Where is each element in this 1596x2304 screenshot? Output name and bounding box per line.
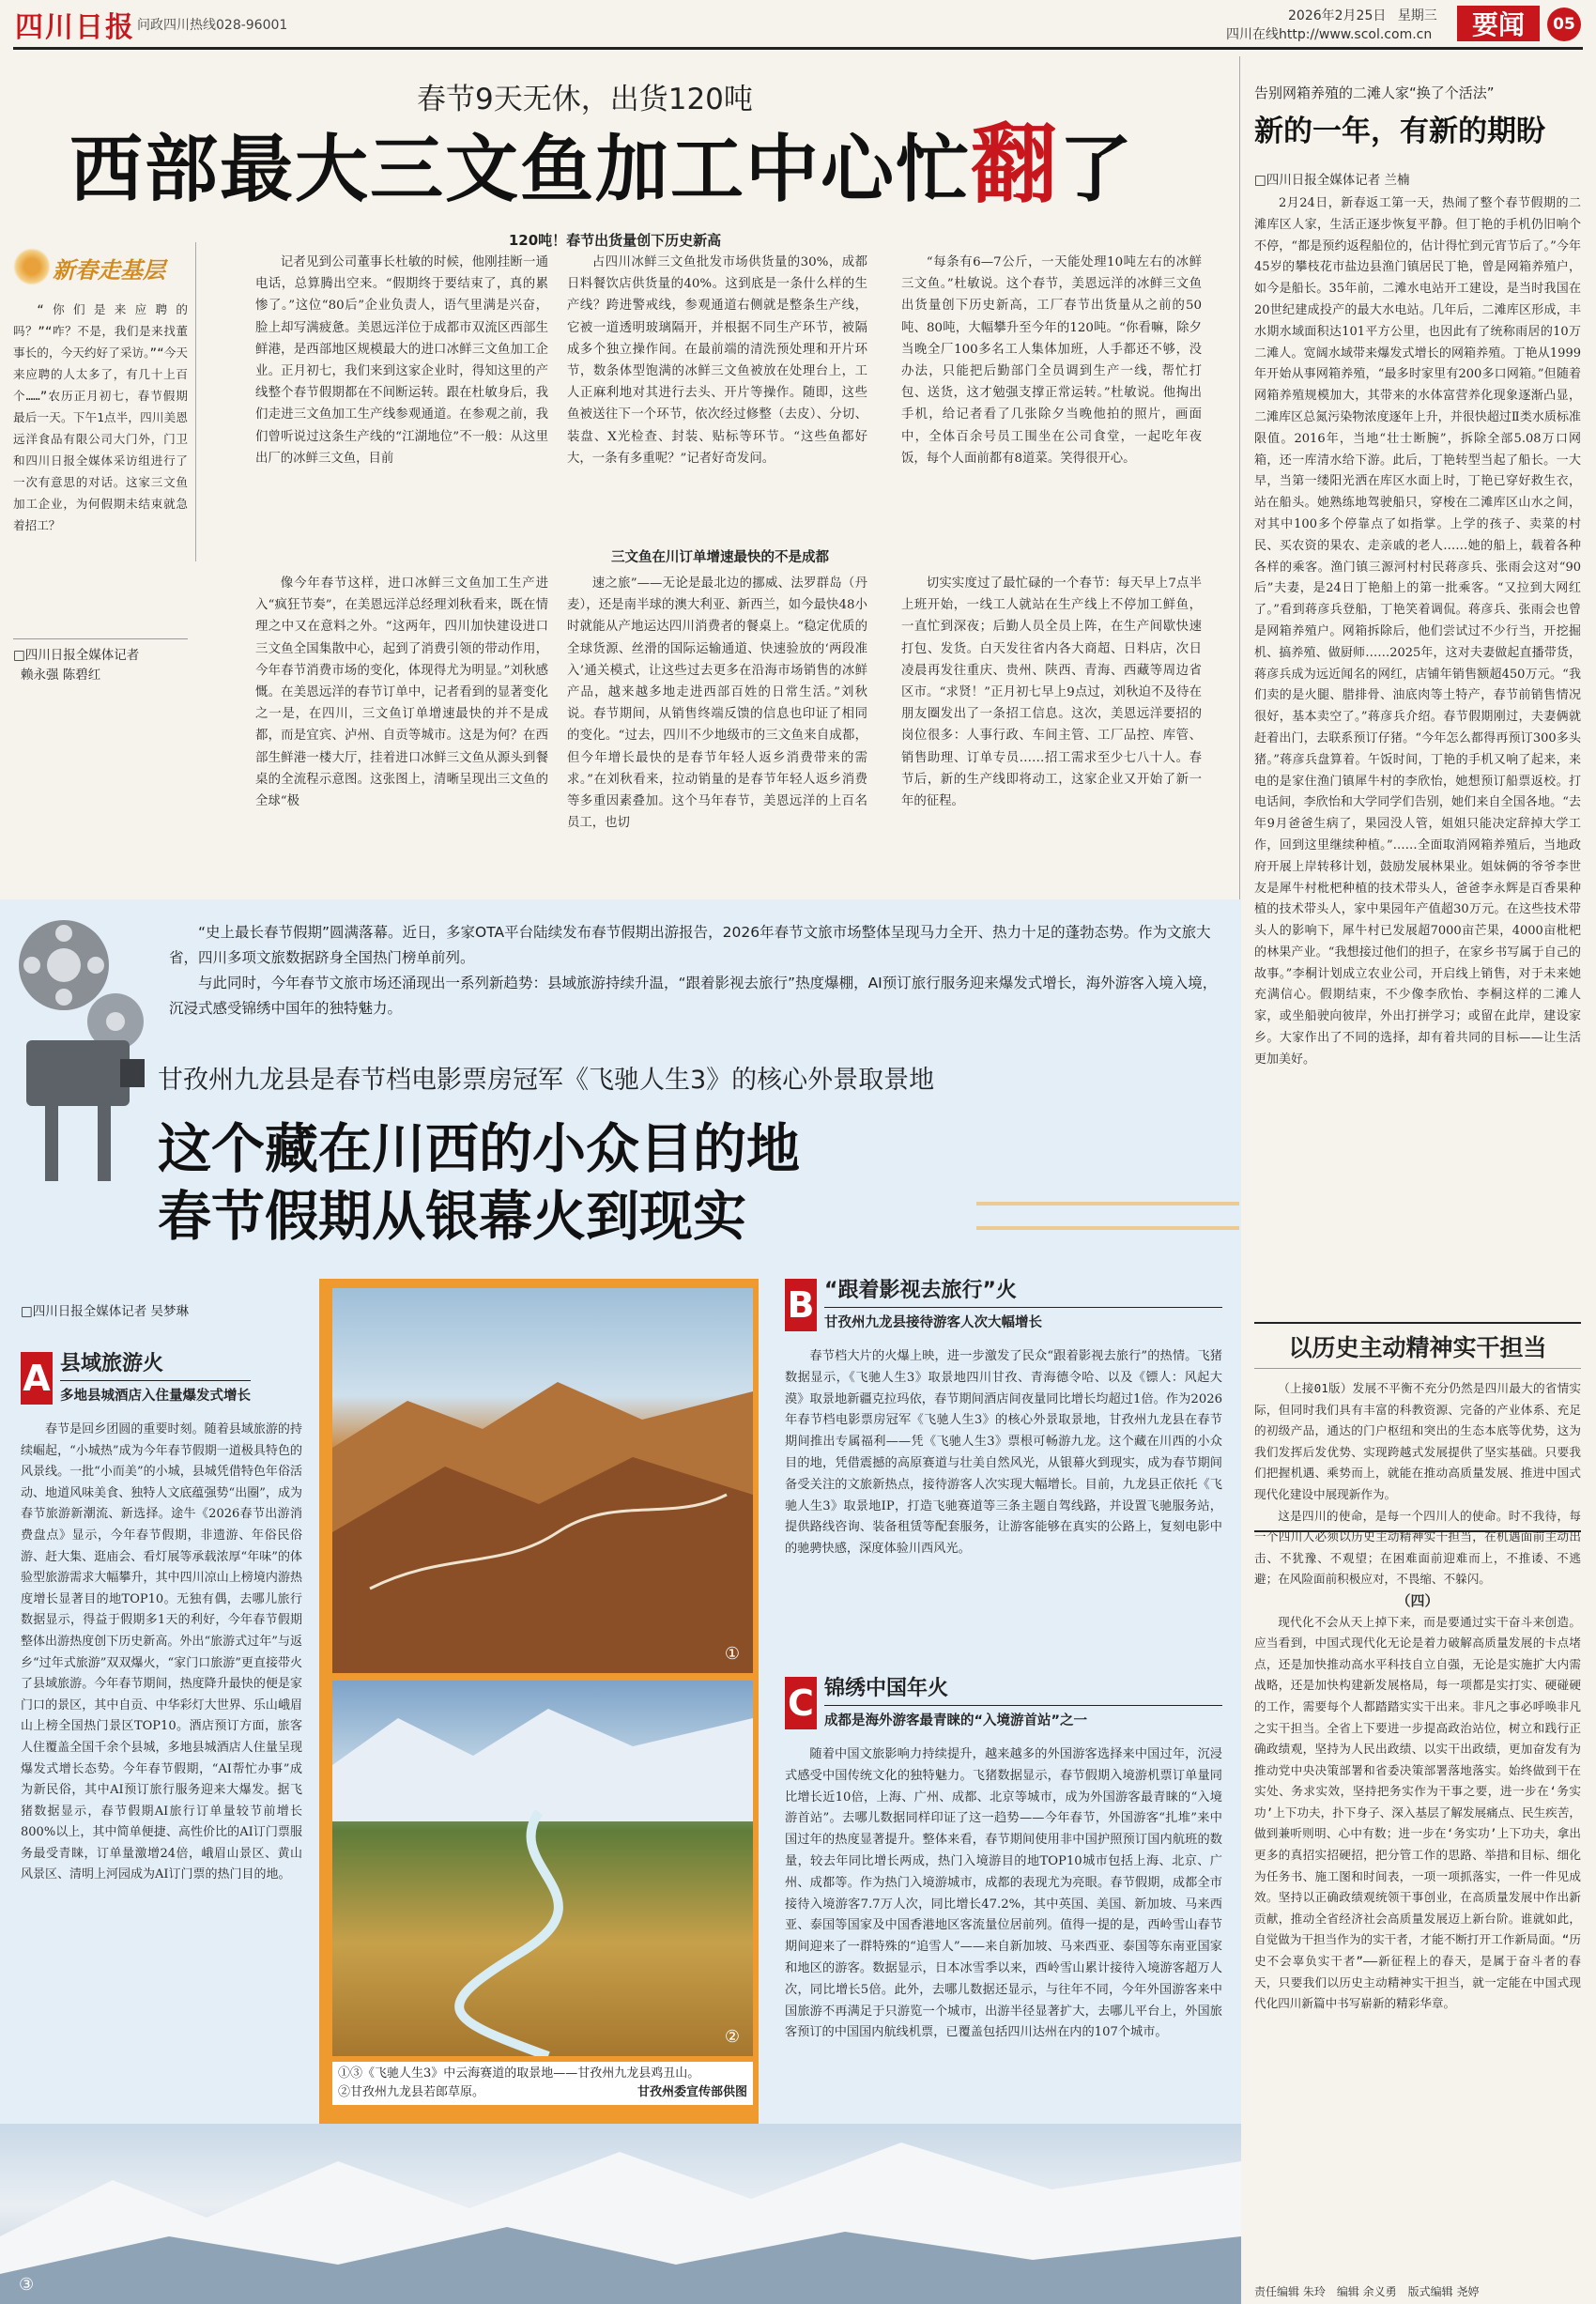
story2-kicker: 甘孜州九龙县是春节档电影票房冠军《飞驰人生3》的核心外景取景地 bbox=[158, 1066, 935, 1095]
story1-lead bbox=[13, 299, 188, 637]
column-logo-new-year bbox=[13, 246, 182, 287]
lead-divider bbox=[13, 638, 188, 639]
story1-col-2 bbox=[567, 252, 867, 556]
story1-byline bbox=[13, 646, 192, 685]
sunburst-icon bbox=[13, 248, 51, 285]
weekday-text: 星期三 bbox=[1397, 8, 1437, 23]
section-a-letter: A bbox=[21, 1352, 53, 1405]
headline-part-a: 西部最大三文鱼加工中心忙 bbox=[69, 128, 972, 212]
story1-col-2b bbox=[567, 573, 867, 894]
section-c-letter: C bbox=[785, 1677, 817, 1729]
photo1-number: ① bbox=[724, 1644, 740, 1664]
story1-subhead-2: 三文鱼在川订单增速最快的不是成都 bbox=[611, 550, 829, 565]
story2-intro bbox=[169, 920, 1220, 1021]
story1-col-3b bbox=[901, 573, 1202, 894]
caption-a: ①③《飞驰人生3》中云海赛道的取景地——甘孜州九龙县鸡丑山。 bbox=[338, 2066, 700, 2081]
masthead bbox=[0, 0, 1596, 47]
masthead-logo: 四川日报 bbox=[15, 11, 135, 44]
section-b-text: 春节档大片的火爆上映，进一步激发了民众“跟着影视去旅行”的热情。飞猪数据显示，《飞驰人生3》取景地四川甘孜、青海德令哈、以及《镖人：风起大漠》取景地新疆克拉玛依，春节期间酒店间夜量同比增长均超过1倍。作为2026年春节档电影票房冠军《飞驰人生3》的核心外景取景地，甘孜州九龙县在春节期间推出专属福利——凭《飞驰人生3》票根可畅游九龙。这个藏在川西的小众目的地，凭借震撼的高原赛道与壮美自然风光，从银幕火到现实，成为春节期间备受关注的文旅新热点，接待游客人次实现大幅增长。目前，九龙县正依托《飞驰人生3》取景地IP，打造飞驰赛道等三条主题自驾线路，并设置飞驰服务站，提供路线咨询、装备租赁等配套服务，让游客能够在真实的公路上，复刻电影中的驰骋快感，深度体验川西风光。 bbox=[785, 1349, 1222, 1557]
story2-headline-2: 春节假期从银幕火到现实 bbox=[158, 1186, 746, 1248]
sidebar2-subhead: （四） bbox=[1396, 1591, 1439, 1609]
intro-paragraph-a: “史上最长春节假期”圆满落幕。近日，多家OTA平台陆续发布春节假期出游报告，2026年春节文旅市场整体呈现马力全开、热力十足的蓬勃态势。作为文旅大省，四川多项文旅数据跻身全国热门榜单前列。 bbox=[169, 924, 1211, 966]
page-number-badge: 05 bbox=[1547, 8, 1581, 41]
photo-mountain-ridge bbox=[332, 1288, 753, 1673]
photo-grassland-river bbox=[332, 1681, 753, 2056]
col3-text: “每条有6—7公斤，一天能处理10吨左右的冰鲜三文鱼。”杜敏说。这个春节，美恩远洋的冰鲜三文鱼出货量创下历史新高，工厂春节出货量从之前的50吨、80吨，大幅攀升至今年的120吨。“你看嘛，除夕当晚全厂100多名工人集体加班，人手都还不够，没办法，只能把后勤部门全员调到生产一线，帮忙打包、送货，这才勉强支撑正常运转。”杜敏说。他掏出手机，给记者看了几张除夕当晚他拍的照片，画面中，全体百余号员工围坐在公司食堂，一起吃年夜饭，每个人面前都有8道菜。笑得很开心。 bbox=[901, 255, 1202, 466]
sidebar2-text-c: 现代化不会从天上掉下来，而是要通过实干奋斗来创造。应当看到，中国式现代化无论是着力破解高质量发展的卡点堵点，还是加快推动高水平科技自立自强，无论是实施扩大内需战略，还是加快构建新发展格局，每一项都是实打实、硬碰硬的工作，需要每个人都踏踏实实干出来。非凡之事必呼唤非凡之实干担当。全省上下要进一步提高政治站位，树立和践行正确政绩观，坚持为人民出政绩、以实干出政绩，更加奋发有为推动党中央决策部署和省委决策部署落地落实。始终做到干在实处、务求实效，坚持把务实作为干事之要，进一步在‘务实功’上下功夫，扑下身子、深入基层了解发展痛点、民生疾苦，做到兼听则明、心中有数；进一步在‘务实功’上下功夫，拿出更多的真招实招硬招，把分管工作的思路、举措和目标、细化为任务书、施工图和时间表，一项一项抓落实，一件一件见成效。坚持以正确政绩观统领干事创业，在高质量发展中作出新贡献，推动全省经济社会高质量发展迈上新台阶。谁就如此，自觉做为干担当作为的实干者，才能不断打开工作新局面。“历史不会辜负实干者”——新征程上的春天，是属于奋斗者的春天，只要我们以历史主动精神实干担当，就一定能在中国式现代化四川新篇中书写崭新的精彩华章。 bbox=[1254, 1614, 1581, 2011]
section-c-title: 锦绣中国年火 bbox=[824, 1677, 949, 1700]
photo2-number: ② bbox=[724, 2027, 740, 2047]
section-b-subtitle: 甘孜州九龙县接待游客人次大幅增长 bbox=[824, 1307, 1222, 1331]
film-strip-decoration bbox=[976, 1202, 1239, 1230]
section-a-text: 春节是回乡团圆的重要时刻。随着县域旅游的持续崛起，“小城热”成为今年春节假期一道极具特色的风景线。一批“小而美”的小城，县城凭借特色年俗活动、地道风味美食、独特人文底蕴强势“出圈”，成为春节旅游新潮流、新选择。途牛《2026春节出游消费盘点》显示，今年春节假期，非遗游、年俗民俗游、赶大集、逛庙会、看灯展等承载浓厚“年味”的体验型旅游需求大幅攀升，其中四川凉山上榜境内游热度增长显著目的地TOP10。无独有偶，去哪儿旅行数据显示，得益于假期多1天的利好，今年春节假期整体出游热度创下历史新高。外出“旅游式过年”与返乡“过年式旅游”双双爆火，“家门口旅游”更直接带火了县域旅游。今年春节期间，热度降升最快的便是家门口的景区，其中自贡、中华彩灯大世界、乐山峨眉山上榜全国热门景区TOP10。酒店预订方面，旅客人住覆盖全国千余个县城，多地县城酒店人住量呈现爆发式增长态势。今年春节假期，“AI帮忙办事”成为新民俗，其中AI预订旅行服务迎来大爆发。据飞猪数据显示，春节假期AI旅行订单量较节前增长800%以上，其中简单便捷、高性价比的AI订门票服务最受青睐，订单量激增24倍，峨眉山景区、黄山风景区、清明上河园成为AI订门票的热门目的地。 bbox=[21, 1422, 302, 1882]
sidebar1-kicker: 告别网箱养殖的二滩人家“换了个活法” bbox=[1254, 84, 1495, 101]
column-logo-text: 新春走基层 bbox=[53, 256, 165, 284]
date-text: 2026年2月25日 bbox=[1288, 8, 1387, 23]
sidebar2-text-a: （上接01版）发展不平衡不充分仍然是四川最大的省情实际，但同时我们具有丰富的科教资源、完备的产业体系、充足的初级产品，通达的门户枢纽和突出的生态本底等优势，这为我们发挥后发优势、实现跨越式发展提供了坚实基础。只要我们把握机遇、乘势而上，就能在推动高质量发展、推进中国式现代化建设中展现新作为。 bbox=[1254, 1381, 1581, 1501]
col1-text: 记者见到公司董事长杜敏的时候，他刚挂断一通电话，总算腾出空来。“假期终于要结束了，真的累惨了。”这位“80后”企业负责人，语气里满是兴奋，脸上却写满疲惫。美恩远洋位于成都市双流区西部生鲜港，是西部地区规模最大的进口冰鲜三文鱼加工企业。正月初七，我们来到这家企业时，得知这里的产线整个春节假期都在不间断运转。跟在杜敏身后，我们走进三文鱼加工生产线参观通道。在参观之前，我们曾听说过这条生产线的“江湖地位”不一般：从这里出厂的冰鲜三文鱼，目前 bbox=[255, 255, 548, 466]
section-a-title: 县域旅游火 bbox=[60, 1352, 164, 1375]
col1b-text: 像今年春节这样，进口冰鲜三文鱼加工生产进入“疯狂节奏”，在美恩远洋总经理刘秋看来，既在情理之中又在意料之外。“这两年，四川加快建设进口三文鱼全国集散中心，起到了消费引领的带动作用，今年春节消费市场的变化，体现得尤为明显。”刘秋感慨。在美恩远洋的春节订单中，记者看到的显著变化之一是，在四川，三文鱼订单增速最快的并不是成都，而是宜宾、泸州、自贡等城市。这是为何？在西部生鲜港一楼大厅，挂着进口冰鲜三文鱼从源头到餐桌的全流程示意图。这张图上，清晰呈现出三文鱼的全球“极 bbox=[255, 576, 548, 809]
sidebar1-byline: □四川日报全媒体记者 兰楠 bbox=[1254, 173, 1410, 188]
section-c-text: 随着中国文旅影响力持续提升，越来越多的外国游客选择来中国过年，沉浸式感受中国传统文化的独特魅力。飞猪数据显示，春节假期入境游机票订单量同比增长近10倍，上海、广州、成都、北京等城市，成为外国游客最青睐的“入境游首站”。去哪儿数据同样印证了这一趋势——今年春节，外国游客“扎堆”来中国过年的热度显著提升。整体来看，春节期间使用非中国护照预订国内航班的数量，较去年同比增长两成，热门入境游目的地TOP10城市包括上海、北京、广州、成都等。作为热门入境游城市，成都的表现尤为亮眼。春节假期，成都全市接待入境游客7.7万人次，同比增长47.2%，其中英国、美国、新加坡、马来西亚、泰国等国家及中国香港地区客流量位居前列。值得一提的是，西岭雪山春节期间迎来了一群特殊的“追雪人”——来自新加坡、马来西亚、泰国等东南亚国家和地区的游客。数据显示，日本冰雪季以来，西岭雪山累计接待入境游客超万人次，同比增长5倍。此外，去哪儿数据还显示，与往年不同，今年外国游客来中国旅游不再满足于只游览一个城市，出游半径显著扩大，去哪儿平台上，外国旅客预订的中国国内航线机票，已覆盖包括四川达州在内的107个城市。 bbox=[785, 1747, 1222, 2040]
sidebar1-headline: 新的一年，有新的期盼 bbox=[1254, 115, 1545, 148]
headline-red-word: 翻 bbox=[971, 115, 1060, 215]
story1-col-1b bbox=[255, 573, 548, 894]
story1-col-rule-1 bbox=[195, 242, 196, 561]
caption-credit: 甘孜州委宣传部供图 bbox=[637, 2085, 747, 2099]
section-b-header bbox=[785, 1279, 1222, 1331]
byline-names: 赖永强 陈碧红 bbox=[21, 668, 101, 683]
masthead-hotline: 问政四川热线028-96001 bbox=[137, 18, 288, 33]
section-c-subtitle: 成都是海外游客最青睐的“入境游首站”之一 bbox=[824, 1705, 1222, 1729]
sidebar2-title: 以历史主动精神实干担当 bbox=[1288, 1333, 1547, 1361]
section-c-header bbox=[785, 1677, 1222, 1729]
col2-text: 占四川冰鲜三文鱼批发市场供货量的30%，成都日料餐饮店供货量的40%。这到底是一条什么样的生产线？跨进警戒线，参观通道右侧就是整条生产线，它被一道透明玻璃隔开，并根据不同生产环节，被隔成多个独立操作间。在最前端的清洗预处理和开片环节，数条体型饱满的冰鲜三文鱼被放在处理台上，工人正麻利地对其进行去头、开片等操作。随即，这些鱼被送往下一个环节，依次经过修整（去皮）、分切、装盘、X光检查、封装、贴标等环节。“这些鱼都好大，一条有多重呢？”记者好奇发问。 bbox=[567, 255, 867, 466]
section-b-body bbox=[785, 1346, 1222, 1669]
byline-label: □四川日报全媒体记者 bbox=[13, 648, 140, 663]
story2-byline: □四川日报全媒体记者 吴梦琳 bbox=[21, 1304, 190, 1319]
sidebar2-headline-visible bbox=[1254, 1322, 1581, 1369]
masthead-date bbox=[1288, 6, 1437, 24]
footer-editors: 责任编辑 朱玲 编辑 余义勇 版式编辑 尧婷 bbox=[1254, 2285, 1480, 2298]
story1-col-3 bbox=[901, 252, 1202, 556]
col2b-text: 速之旅”——无论是最北边的挪威、法罗群岛（丹麦），还是南半球的澳大利亚、新西兰，如今最快48小时就能从产地运达四川消费者的餐桌上。“稳定优质的全球货源、丝滑的国际运输通道、快速验放的‘两段准入’通关模式，让这些过去更多在沿海市场销售的冰鲜产品，越来越多地走进西部百姓的日常生活。”刘秋说。春节期间，从销售终端反馈的信息也印证了相同的变化。“过去，四川不少地级市的三文鱼来自成都，但今年增长最快的是春节年轻人返乡消费带来的需求。”在刘秋看来，拉动销量的是春节年轻人返乡消费等多重因素叠加。这个马年春节，美恩远洋的上百名员工，也切 bbox=[567, 576, 867, 831]
sidebar2-body bbox=[1254, 1378, 1581, 2280]
lead-paragraph: “你们是来应聘的吗？”“咋？不是，我们是来找董事长的，今天约好了采访。”“今天来应聘的人太多了，有几十上百个……”农历正月初七，春节假期最后一天。下午1点半，四川美恩远洋食品有限公司大门外，门卫和四川日报全媒体采访组进行了一次有意思的对话。这家三文鱼加工企业，为何假期未结束就急着招工？ bbox=[13, 302, 188, 532]
story1-headline bbox=[69, 115, 1135, 215]
masthead-website: 四川在线http://www.scol.com.cn bbox=[1226, 27, 1433, 42]
sidebar1-text: 2月24日，新春返工第一天，热闹了整个春节假期的二滩库区人家，生活正逐步恢复平静。但丁艳的手机仍旧响个不停，“都是预约返程船位的，估计得忙到元宵节后了。”今年45岁的攀枝花市盐边县渔门镇居民丁艳，曾是网箱养殖户，如今是船长。35年前，二滩水电站开工建设，是当时我国在20世纪建成投产的最大水电站。几年后，二滩库区形成，丰水期水域面积达101平方公里，也因此有了统称雨居的10万二滩人。宽阔水域带来爆发式增长的网箱养殖。丁艳从1999年开始从事网箱养殖，“最多时家里有200多口网箱。”但随着网箱养殖规模加大，其带来的水体富营养化现象逐渐凸显，二滩库区总氮污染物浓度逐年上升，并很快超过Ⅱ类水质标准限值。2016年，当地“壮士断腕”，拆除全部5.08万口网箱，还一库清水给下游。此后，丁艳转型当起了船长。一大早，当第一缕阳光洒在库区水面上时，丁艳已穿好救生衣，站在船头。她熟练地驾驶船只，穿梭在二滩库区山水之间，对其中100多个停靠点了如指掌。上学的孩子、卖菜的村民、买农资的果农、走亲戚的老人……她的船上，载着各种各样的乘客。渔门镇三源河村村民蒋彦兵、张雨会这对“90后”夫妻，是24日丁艳船上的第一批乘客。“又拉到大网红了。”看到蒋彦兵登船，丁艳笑着调侃。蒋彦兵、张雨会也曾是网箱养殖户。网箱拆除后，他们尝试过不少行当，开挖掘机、搞养殖、做厨师……2025年，这对夫妻做起直播带货，蒋彦兵成为远近闻名的网红，店铺年销售额超450万元。“我们卖的是火腿、腊排骨、油底肉等土特产，春节前销售情况很好，基本卖空了。”蒋彦兵介绍。春节假期刚过，夫妻俩就赶着出门，去联系预订仔猪。“今年怎么都得再预订300多头猪。”蒋彦兵盘算着。午饭时间，丁艳的手机又响了起来，来电的是家住渔门镇犀牛村的李欣怡，她想预订船票返校。打电话间，李欣怡和大学同学们告别，她们来自全国各地。“去年9月爸爸生病了，果园没人管，姐姐只能决定辞掉大学工作，回到这里继续种植。”……全面取消网箱养殖后，当地政府开展上岸转移计划，鼓励发展林果业。姐妹俩的爷爷李世友是犀牛村枇杷种植的技术带头人，爸爸李永辉是百香果种植的技术带头人，家中果园年产值超30万元。在这些技术带头人的影响下，犀牛村已发展超7000亩芒果，4000亩枇杷的林果产业。“我想接过他们的担子，在家乡书写属于自己的故事。”李桐计划成立农业公司，开启线上销售，对于未来她充满信心。假期结束，不少像李欣怡、李桐这样的二滩人家，或坐船驶向彼岸，外出打拼学习；或留在此岸，建设家乡。大家作出了不同的选择，却有着共同的目标——让生活更加美好。 bbox=[1254, 196, 1581, 1067]
story1-subhead-1: 120吨！春节出货量创下历史新高 bbox=[508, 232, 722, 249]
story1-col-1 bbox=[255, 252, 548, 556]
section-b-letter: B bbox=[785, 1279, 817, 1331]
photo-caption bbox=[332, 2062, 753, 2105]
sidebar2-text-b: 这是四川的使命，是每一个四川人的使命。时不我待，每一个四川人必须以历史主动精神实干担当，在机遇面前主动出击、不犹豫、不观望；在困难面前迎难而上，不推诿、不逃避；在风险面前积极应对，不畏缩、不躲闪。 bbox=[1254, 1508, 1581, 1587]
masthead-rule bbox=[13, 47, 1583, 50]
story1-kicker: 春节9天无休，出货120吨 bbox=[417, 83, 753, 116]
section-a-subtitle: 多地县城酒店入住量爆发式增长 bbox=[60, 1380, 251, 1405]
section-c-body bbox=[785, 1744, 1222, 2120]
intro-paragraph-b: 与此同时，今年春节文旅市场还涌现出一系列新趋势：县域旅游持续升温，“跟着影视去旅行”热度爆棚，AI预订旅行服务迎来爆发式增长，海外游客入境入境，沉浸式感受锦绣中国年的独特魅力。 bbox=[169, 975, 1218, 1017]
section-a-header bbox=[21, 1352, 302, 1405]
photo3-number: ③ bbox=[19, 2275, 35, 2295]
col3b-text: 切实实度过了最忙碌的一个春节：每天早上7点半上班开始，一线工人就站在生产线上不停加工鲜鱼，一直忙到深夜；后勤人员全员上阵，在生产间歇快速打包、发货。白天发往省内各大商超、日料店，次日凌晨再发往重庆、贵州、陕西、青海、西藏等周边省区市。“求贤！”正月初七早上9点过，刘秋迫不及待在朋友圈发出了一条招工信息。这次，美恩远洋要招的岗位很多：人事行政、车间主管、工厂品控、库管、销售助理、订单专员……招工需求至少七八十人。春节后，新的生产线即将动工，这家企业又开始了新一年的征程。 bbox=[901, 576, 1202, 809]
story2-headline-1: 这个藏在川西的小众目的地 bbox=[158, 1118, 800, 1180]
film-projector-illustration bbox=[8, 909, 148, 1190]
caption-b: ②甘孜州九龙县若郎草原。 bbox=[338, 2085, 485, 2099]
headline-part-b: 了 bbox=[1059, 128, 1135, 212]
section-label: 要闻 bbox=[1457, 6, 1540, 41]
section-b-title: “跟着影视去旅行”火 bbox=[824, 1279, 1017, 1302]
photo-snow-peaks bbox=[0, 2124, 1241, 2304]
